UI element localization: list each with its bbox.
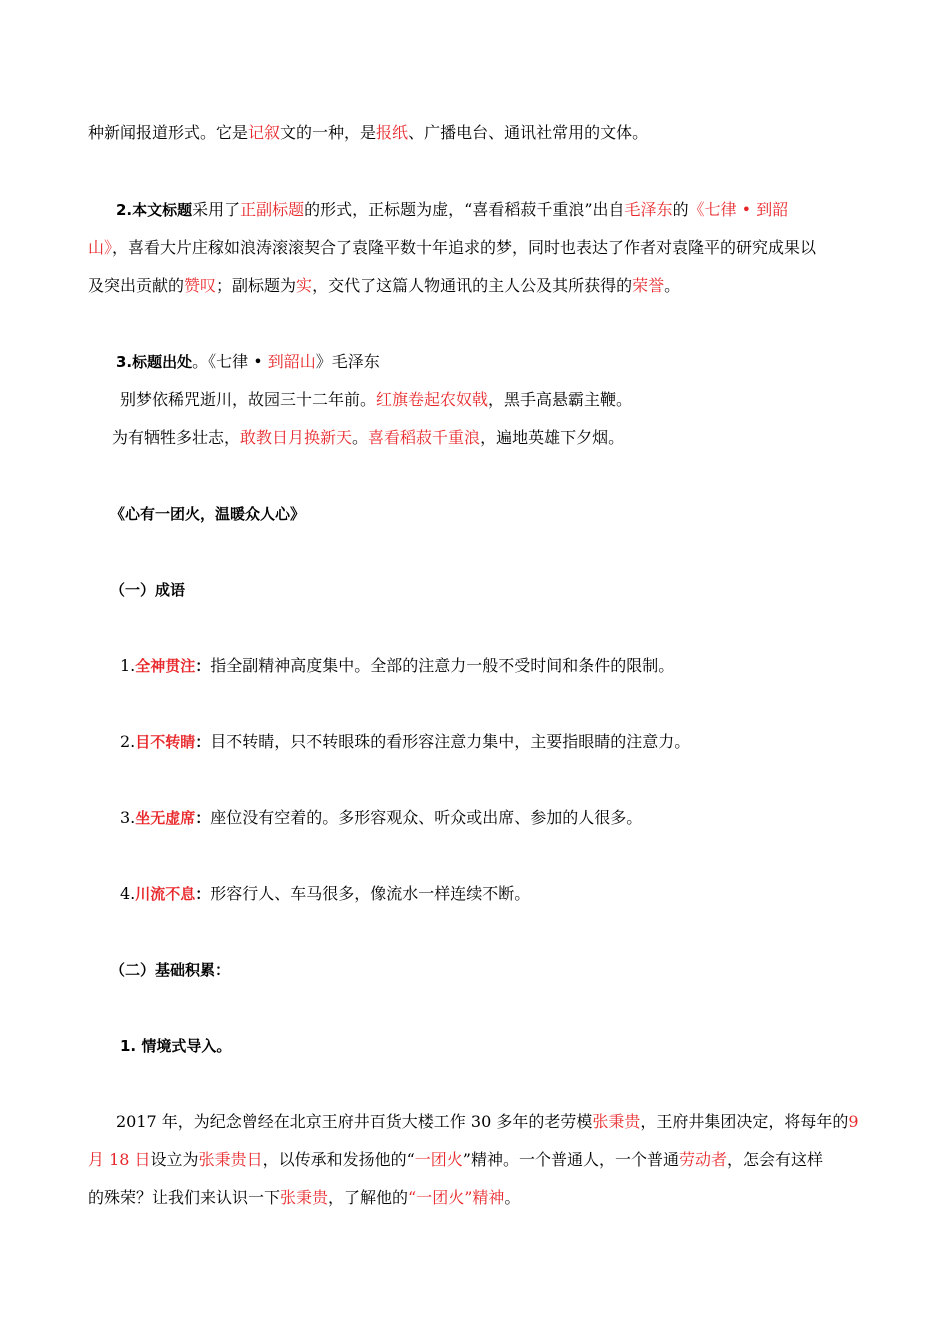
highlight-text: 《七律 • 到韶 xyxy=(688,200,789,219)
idiom-term: 坐无虚席 xyxy=(135,809,196,827)
section-title: 《心有一团火，温暖众人心》 xyxy=(110,505,306,523)
text-run: 采用了 xyxy=(192,200,241,219)
text-run: 别梦依稀咒逝川，故园三十二年前。 xyxy=(120,390,377,409)
highlight-text: 喜看稻菽千重浪 xyxy=(368,428,481,447)
text-run: ，怎会有这样 xyxy=(726,1150,823,1169)
text-run: ，以传承和发扬他的“ xyxy=(262,1150,415,1169)
highlight-text: 实 xyxy=(296,276,313,295)
text-run: 设立为 xyxy=(150,1150,199,1169)
highlight-text: 敢教日月换新天 xyxy=(240,428,353,447)
poem-line1 xyxy=(120,388,632,412)
para2-line1 xyxy=(116,198,788,222)
text-run: ，喜看大片庄稼如浪涛滚滚契合了袁隆平数十年追求的梦，同时也表达了作者对袁隆平的研究成果以 xyxy=(112,238,817,257)
text-run: ，交代了这篇人物通讯的主人公及其所获得的 xyxy=(312,276,633,295)
text-run: ”精神。一个普通人，一个普通 xyxy=(462,1150,679,1169)
text-run: 》毛泽东 xyxy=(315,352,380,371)
text-run: 、广播电台、通讯社常用的文体。 xyxy=(408,123,649,142)
highlight-text: 正副标题 xyxy=(240,200,305,219)
text-run: 。 xyxy=(664,276,681,295)
idiom-item: 1.全神贯注：指全副精神高度集中。全部的注意力一般不受时间和条件的限制。 xyxy=(120,656,675,675)
highlight-text: “一团火”精神 xyxy=(408,1188,505,1207)
highlight-text: 赞叹 xyxy=(184,276,217,295)
text-run: 2.本文标题 xyxy=(116,201,193,219)
highlight-text: 一团火 xyxy=(414,1150,463,1169)
highlight-text: 山》 xyxy=(88,238,113,257)
poem-line2 xyxy=(112,426,624,450)
subheading-basics: （二）基础积累： xyxy=(110,961,231,979)
para1-line1 xyxy=(88,121,648,145)
para2-line3 xyxy=(88,274,680,298)
idiom-term: 全神贯注 xyxy=(135,657,196,675)
text-run: 种新闻报道形式。它是 xyxy=(88,123,249,142)
highlight-text: 荣誉 xyxy=(632,276,665,295)
text-run: 及突出贡献的 xyxy=(88,276,185,295)
text-run: 2017 年，为纪念曾经在北京王府井百货大楼工作 30 多年的老劳模 xyxy=(116,1112,593,1131)
highlight-text: 红旗卷起农奴戟 xyxy=(376,390,489,409)
text-run: ，遍地英雄下夕烟。 xyxy=(480,428,625,447)
poem-title-line xyxy=(116,350,380,374)
text-run: ，了解他的 xyxy=(328,1188,409,1207)
para4-line3 xyxy=(88,1186,520,1210)
text-run: 为有牺牲多壮志， xyxy=(112,428,241,447)
highlight-text: 张秉贵 xyxy=(592,1112,641,1131)
text-run: 。 xyxy=(504,1188,521,1207)
highlight-text: 到韶山 xyxy=(267,352,316,371)
text-run: 的 xyxy=(672,200,689,219)
highlight-text: 9 xyxy=(848,1112,859,1131)
para2-line2 xyxy=(88,236,816,260)
para4-line2 xyxy=(88,1148,823,1172)
highlight-text: 记叙 xyxy=(248,123,281,142)
subheading-idioms: （一）成语 xyxy=(110,581,186,599)
highlight-text: 劳动者 xyxy=(678,1150,727,1169)
text-run: 。 xyxy=(352,428,369,447)
highlight-text: 张秉贵 xyxy=(280,1188,329,1207)
idiom-term: 川流不息 xyxy=(135,885,196,903)
idiom-term: 目不转睛 xyxy=(135,733,196,751)
text-run: 的形式，正标题为虚，“喜看稻菽千重浪”出自 xyxy=(304,200,625,219)
text-run: 文的一种，是 xyxy=(280,123,377,142)
idiom-item: 2.目不转睛：目不转睛，只不转眼珠的看形容注意力集中，主要指眼睛的注意力。 xyxy=(120,732,691,751)
text-run: 的殊荣？让我们来认识一下 xyxy=(88,1188,281,1207)
idiom-item: 3.坐无虚席：座位没有空着的。多形容观众、听众或出席、参加的人很多。 xyxy=(120,808,643,827)
highlight-text: 月 18 日 xyxy=(88,1150,151,1169)
subheading-intro: 1. 情境式导入。 xyxy=(120,1037,232,1055)
para4-line1 xyxy=(116,1110,859,1134)
text-run: 。《七律 • xyxy=(192,352,268,371)
highlight-text: 报纸 xyxy=(376,123,409,142)
text-run: 3.标题出处 xyxy=(116,353,193,371)
text-run: ；副标题为 xyxy=(216,276,297,295)
highlight-text: 张秉贵日 xyxy=(198,1150,263,1169)
highlight-text: 毛泽东 xyxy=(624,200,673,219)
text-run: ，王府井集团决定，将每年的 xyxy=(640,1112,849,1131)
text-run: ，黑手高悬霸主鞭。 xyxy=(488,390,633,409)
idiom-item: 4.川流不息：形容行人、车马很多，像流水一样连续不断。 xyxy=(120,884,531,903)
